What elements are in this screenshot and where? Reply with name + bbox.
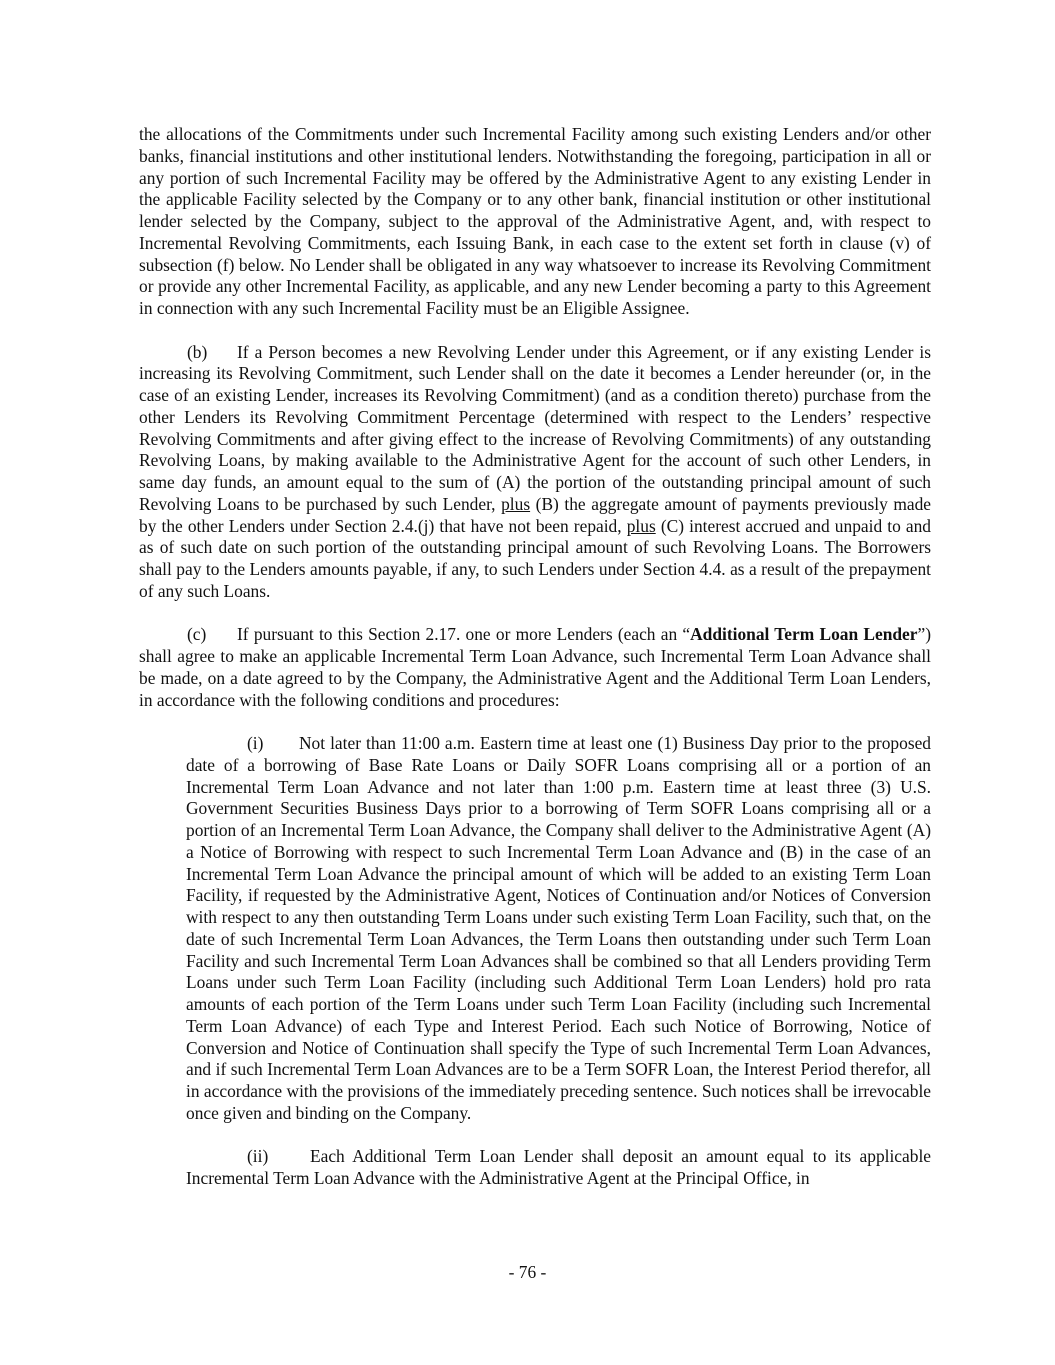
paragraph-c-ii-label: (ii) [247,1146,269,1167]
paragraph-c-ii-text: Each Additional Term Loan Lender shall deposit an amount equal to its applicable Incremental Term Loan Advance with the Administrative Agent at the Principal Office, in [186,1146,931,1188]
paragraph-b [139,342,931,603]
paragraph-c-i-label: (i) [247,733,264,753]
paragraph-b-label: (b) [187,341,208,362]
paragraph-b-text-2: (B) the aggregate amount of payments previously made by the other Lenders under Section 2.4.(j) that have not been repaid, [139,493,932,536]
paragraph-c-ii [186,1146,931,1190]
paragraph-c-text-2: ”) shall agree to make an applicable Incremental Term Loan Advance, such Incremental Term Loan Advance shall be made, on a date agreed to by the Company, the Administrative Agent and the Additional Term Loan Lenders, in accordance with the following conditions and procedures: [139,624,931,710]
document-page [139,124,931,1190]
paragraph-a-continuation [139,124,931,320]
paragraph-b-text-3: (C) interest accrued and unpaid to and as of such date on such portion of the outstanding principal amount of such Revolving Loans. The Borrowers shall pay to the Lenders amounts payable, if any, to such Lenders under Section 4.4. as a result of the prepayment of any such Loans. [139,515,931,601]
plus-underlined-1: plus [501,493,531,514]
paragraph-c-label: (c) [187,624,207,645]
defined-term: Additional Term Loan Lender [690,624,918,645]
paragraph-c-i [186,733,931,1125]
paragraph-c-text-1: If pursuant to this Section 2.17. one or more Lenders (each an “ [237,624,691,645]
paragraph-a-text: the allocations of the Commitments under such Incremental Facility among such existing Lenders and/or other banks, financial institutions and other institutional lenders. Notwithstanding the foregoing, participation in all or any portion of such Incremental Facility may be offered by the Administrative Agent to any existing Lender in the applicable Facility selected by the Company or to any other bank, financial institution or other institutional lender selected by the Company, subject to the approval of the Administrative Agent, and, with respect to Incremental Revolving Commitments, each Issuing Bank, in each case to the extent set forth in clause (v) of subsection (f) below. No Lender shall be obligated in any way whatsoever to increase its Revolving Commitment or provide any other Incremental Facility, as applicable, and any new Lender becoming a party to this Agreement in connection with any such Incremental Facility must be an Eligible Assignee. [139,124,931,318]
paragraph-c [139,624,931,711]
plus-underlined-2: plus [626,515,656,536]
paragraph-c-i-text: Not later than 11:00 a.m. Eastern time at least one (1) Business Day prior to the proposed date of a borrowing of Base Rate Loans or Daily SOFR Loans comprising all or a portion of an Incremental Term Loan Advance and not later than 1:00 p.m. Eastern time at least three (3) U.S. Government Securities Business Days prior to a borrowing of Term SOFR Loans comprising all or a portion of an Incremental Term Loan Advance, the Company shall deliver to the Administrative Agent (A) a Notice of Borrowing with respect to such Incremental Term Loan Advance and (B) in the case of an Incremental Term Loan Advance the principal amount of which will be added to an existing Term Loan Facility, if requested by the Administrative Agent, Notices of Continuation and/or Notices of Conversion with respect to any then outstanding Term Loans under such existing Term Loan Facility, such that, on the date of such Incremental Term Loan Advances, the Term Loans then outstanding under such Term Loan Facility and such Incremental Term Loan Advances shall be combined so that all Lenders providing Term Loans under such Term Loan Facility (including such Additional Term Loan Lenders) hold pro rata amounts of each portion of the Term Loans under such Term Loan Facility (including such Incremental Term Loan Advance) of each Type and Interest Period. Each such Notice of Borrowing, Notice of Conversion and Notice of Continuation shall specify the Type of such Incremental Term Loan Advances, and if such Incremental Term Loan Advances are to be a Term SOFR Loan, the Interest Period therefor, all in accordance with the provisions of the immediately preceding sentence. Such notices shall be irrevocable once given and binding on the Company. [186,733,931,1123]
paragraph-b-text-1: If a Person becomes a new Revolving Lender under this Agreement, or if any existing Lender is increasing its Revolving Commitment, such Lender shall on the date it becomes a Lender hereunder (or, in the case of an existing Lender, increases its Revolving Commitment) (and as a condition thereto) purchase from the other Lenders its Revolving Commitment Percentage (determined with respect to the Lenders’ respective Revolving Commitments and after giving effect to the increase of Revolving Commitments) of any outstanding Revolving Loans, by making available to the Administrative Agent for the account of such other Lenders, in same day funds, an amount equal to the sum of (A) the portion of the outstanding principal amount of such Revolving Loans to be purchased by such Lender, [139,341,931,514]
page-number: - 76 - [508,1262,547,1282]
